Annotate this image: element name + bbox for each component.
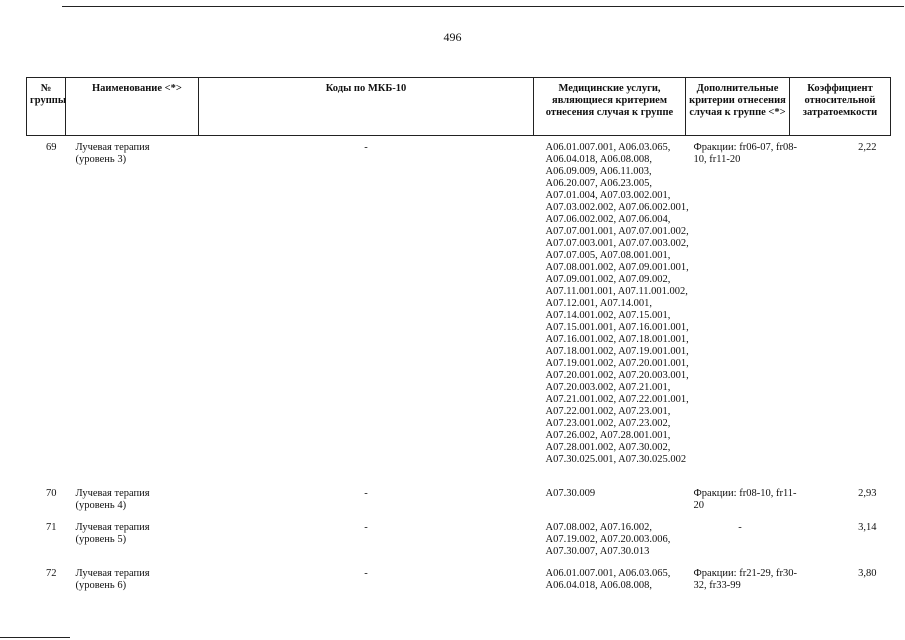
group-number: 72: [46, 568, 57, 579]
extra-criteria: Фракции: fr21-29, fr30- 32, fr33-99: [693, 568, 797, 591]
table-row: [27, 562, 891, 598]
group-name: Лучевая терапия (уровень 4): [75, 488, 150, 511]
services-list: A06.01.007.001, A06.03.065, A06.04.018, A06.08.008,: [545, 568, 671, 591]
coefficient-value: 2,22: [858, 142, 877, 153]
tariff-table: [26, 77, 891, 598]
table-row: [27, 136, 891, 483]
extra-criteria: Фракции: fr08-10, fr11- 20: [693, 488, 797, 511]
icd-codes: -: [364, 522, 368, 533]
header-coefficient: Коэффициент относительной затратоемкости: [790, 78, 891, 136]
services-list: A06.01.007.001, A06.03.065, A06.04.018, A06.08.008, A06.09.009, A06.11.003, A06.20.007, A06.23.005, A07.01.004, A07.03.002.001, A07.03.002.002, A07.06.002.001, A07.06.002.002, A07.06.004, A07.07.001.001, A07.07.001.002, A07.07.003.001, A07.07.003.002, A07.07.005, A07.08.001.001, A07.08.001.002, A07.09.001.001, A07.09.001.002, A07.09.002, A07.11.001.001, A07.11.001.002, A07.12.001, A07.14.001, A07.14.001.002, A07.15.001, A07.15.001.001, A07.16.001.001, A07.16.001.002, A07.18.001.001, A07.18.001.002, A07.19.001.001, A07.19.001.002, A07.20.001.001, A07.20.001.002, A07.20.003.001, A07.20.003.002, A07.21.001, A07.21.001.002, A07.22.001.001, A07.22.001.002, A07.23.001, A07.23.001.002, A07.23.002, A07.26.002, A07.28.001.001, A07.28.001.002, A07.30.002, A07.30.025.001, A07.30.025.002: [545, 142, 689, 465]
extra-criteria: -: [738, 522, 742, 533]
table-row: [27, 516, 891, 562]
coefficient-value: 2,93: [858, 488, 877, 499]
bottom-rule: [0, 637, 70, 638]
table-row: [27, 482, 891, 516]
header-extra-criteria: Дополнительные критерии отнесения случая к группе <*>: [686, 78, 790, 136]
extra-criteria: Фракции: fr06-07, fr08- 10, fr11-20: [693, 142, 797, 165]
services-list: A07.30.009: [545, 488, 596, 499]
group-name: Лучевая терапия (уровень 6): [75, 568, 150, 591]
top-rule: [62, 6, 904, 7]
group-number: 71: [46, 522, 57, 533]
services-list: A07.08.002, A07.16.002, A07.19.002, A07.20.003.006, A07.30.007, A07.30.013: [545, 522, 671, 557]
group-name: Лучевая терапия (уровень 3): [75, 142, 150, 165]
page-number: 496: [443, 30, 462, 44]
icd-codes: -: [364, 142, 368, 153]
group-name: Лучевая терапия (уровень 5): [75, 522, 150, 545]
header-services: Медицинские услуги, являющиеся критерием отнесения случая к группе: [534, 78, 686, 136]
group-number: 70: [46, 488, 57, 499]
header-name: Наименование <*>: [66, 78, 199, 136]
group-number: 69: [46, 142, 57, 153]
coefficient-value: 3,80: [858, 568, 877, 579]
header-group-no: № группы: [27, 78, 66, 136]
table-header-row: [27, 78, 891, 136]
icd-codes: -: [364, 568, 368, 579]
icd-codes: -: [364, 488, 368, 499]
header-icd-codes: Коды по МКБ-10: [199, 78, 534, 136]
coefficient-value: 3,14: [858, 522, 877, 533]
